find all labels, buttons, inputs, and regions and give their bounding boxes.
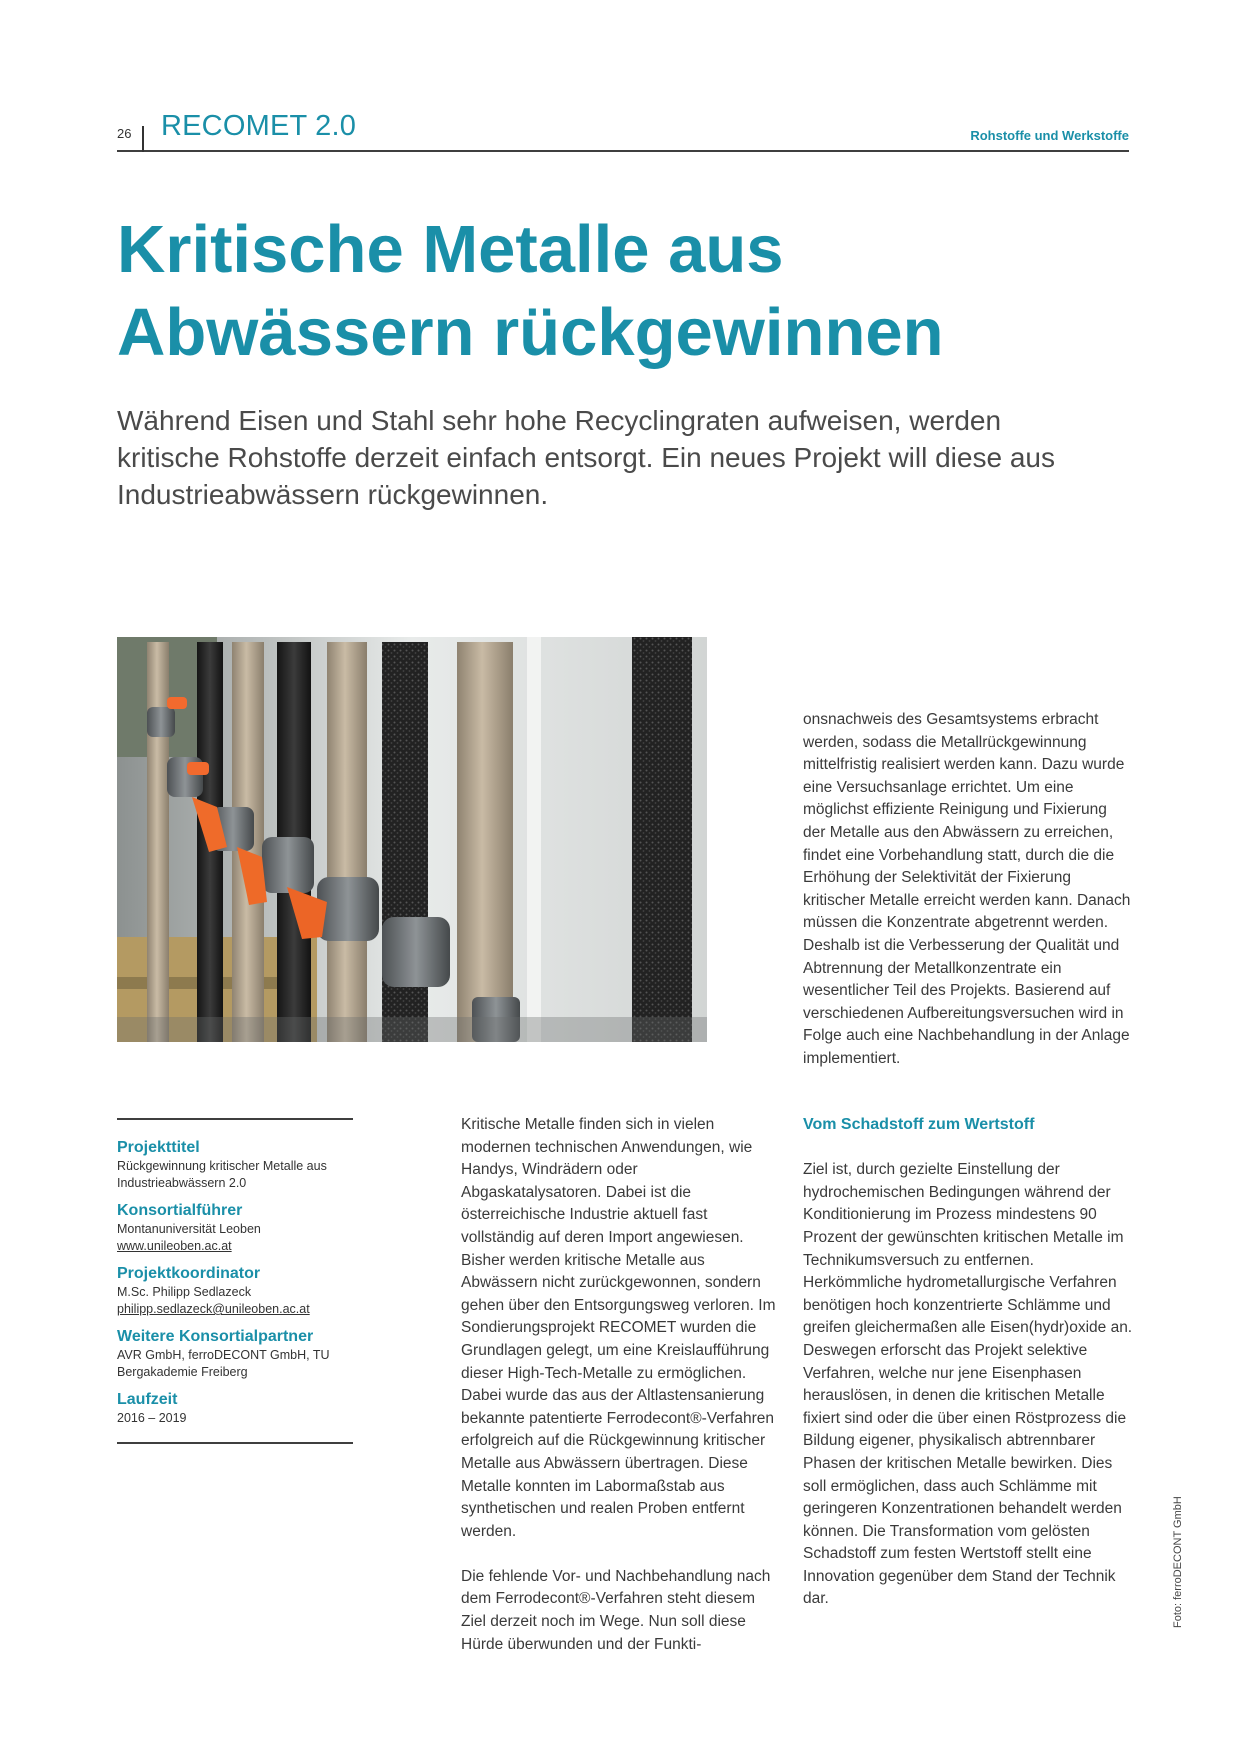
body-paragraph: Die fehlende Vor- und Nachbehandlung nach dem Ferrodecont®-Verfahren steht diesem Ziel derzeit noch im Wege. Nun soll diese Hürde überwunden und der Funkti-	[461, 1567, 771, 1653]
section-subheading: Vom Schadstoff zum Wertstoff	[803, 1116, 1035, 1133]
email-link[interactable]: philipp.sedlazeck@unileoben.ac.at	[117, 1302, 310, 1316]
info-laufzeit	[117, 1390, 353, 1427]
section-label: Rohstoffe und Werkstoffe	[970, 128, 1129, 143]
series-title: RECOMET 2.0	[161, 110, 357, 142]
body-paragraph: onsnachweis des Gesamtsystems erbracht werden, sodass die Metallrückgewinnung mittelfristig realisiert werden kann. Dazu wurde eine Versuchsanlage errichtet. Um eine möglichst effiziente Reinigung und Fixierung der Metalle aus den Abwässern zu erreichen, findet eine Vorbehandlung statt, durch die die Erhöhung der Selektivität der Fixierung kritischer Metalle erreicht werden kann. Danach müssen die Konzentrate abgetrennt werden. Deshalb ist die Verbesserung der Qualität und Abtrennung der Metallkonzentrate ein wesentlicher Teil des Projekts. Basierend auf verschiedenen Aufbereitungsversuchen wird in Folge auch eine Nachbehandlung in der Anlage implementiert.	[803, 711, 1131, 1067]
info-konsortialfuehrer	[117, 1201, 353, 1255]
info-koordinator	[117, 1264, 353, 1318]
body-column-middle	[461, 1114, 781, 1656]
body-column-right-top	[803, 709, 1133, 1071]
info-value: AVR GmbH, ferroDECONT GmbH, TU Bergakademie Freiberg	[117, 1348, 330, 1379]
body-paragraph: Kritische Metalle finden sich in vielen modernen technischen Anwendungen, wie Handys, Windrädern oder Abgaskatalysatoren. Dabei ist die österreichische Industrie aktuell fast vollständig auf deren Import angewiesen. Bisher werden kritische Metalle aus Abwässern nicht zurückgewonnen, sondern gehen über den Entsorgungsweg verloren. Im Sondierungsprojekt RECOMET wurden die Grundlagen gelegt, um eine Kreislaufführung dieser High-Tech-Metalle zu ermöglichen. Dabei wurde das aus der Altlastensanierung bekannte patentierte Ferrodecont®-Verfahren erfolgreich auf die Rückgewinnung kritischer Metalle aus Abwässern übertragen. Diese Metalle konnten im Labormaßstab aus synthetischen und realen Proben entfernt werden.	[461, 1116, 776, 1540]
info-projekttitel	[117, 1138, 353, 1192]
body-column-right-bottom	[803, 1114, 1133, 1611]
info-label: Projekttitel	[117, 1139, 200, 1156]
page-header	[117, 108, 1129, 152]
project-info-box	[117, 1118, 353, 1444]
info-partner	[117, 1327, 353, 1381]
article-lead: Während Eisen und Stahl sehr hohe Recyclingraten aufweisen, werden kritische Rohstoffe derzeit einfach entsorgt. Ein neues Projekt will diese aus Industrieabwässern rückgewinnen.	[117, 405, 1055, 510]
website-link[interactable]: www.unileoben.ac.at	[117, 1239, 232, 1253]
header-separator	[142, 126, 144, 152]
article-photo	[117, 637, 707, 1042]
info-value: 2016 – 2019	[117, 1411, 187, 1425]
body-paragraph: Ziel ist, durch gezielte Einstellung der hydrochemischen Bedingungen während der Konditionierung im Prozess mindestens 90 Prozent der gewünschten kritischen Metalle im Technikumsversuch zu entfernen. Herkömmliche hydrometallurgische Verfahren benötigen hoch konzentrierte Schlämme und greifen gleichermaßen alle Eisen(hydr)oxide an. Deswegen erforscht das Projekt selektive Verfahren, welche nur jene Eisenphasen herauslösen, in denen die kritischen Metalle fixiert sind oder die über einen Röstprozess die Bildung eigener, physikalisch abtrennbarer Phasen der kritischen Metalle bewirken. Dies soll ermöglichen, dass auch Schlämme mit geringeren Konzentrationen behandelt werden können. Die Transformation vom gelösten Schadstoff zum festen Wertstoff stellt eine Innovation gegenüber dem Stand der Technik dar.	[803, 1161, 1133, 1608]
info-label: Projektkoordinator	[117, 1265, 261, 1282]
info-label: Laufzeit	[117, 1391, 178, 1408]
info-label: Weitere Konsortialpartner	[117, 1328, 314, 1345]
info-value: M.Sc. Philipp Sedlazeck	[117, 1285, 252, 1299]
page-number: 26	[117, 126, 132, 141]
info-value: Rückgewinnung kritischer Metalle aus Industrieabwässern 2.0	[117, 1159, 327, 1190]
photo-credit: Foto: ferroDECONT GmbH	[1172, 1496, 1184, 1628]
info-label: Konsortialführer	[117, 1202, 243, 1219]
article-headline: Kritische Metalle aus Abwässern rückgewinnen	[117, 212, 944, 370]
info-value: Montanuniversität Leoben	[117, 1222, 261, 1236]
